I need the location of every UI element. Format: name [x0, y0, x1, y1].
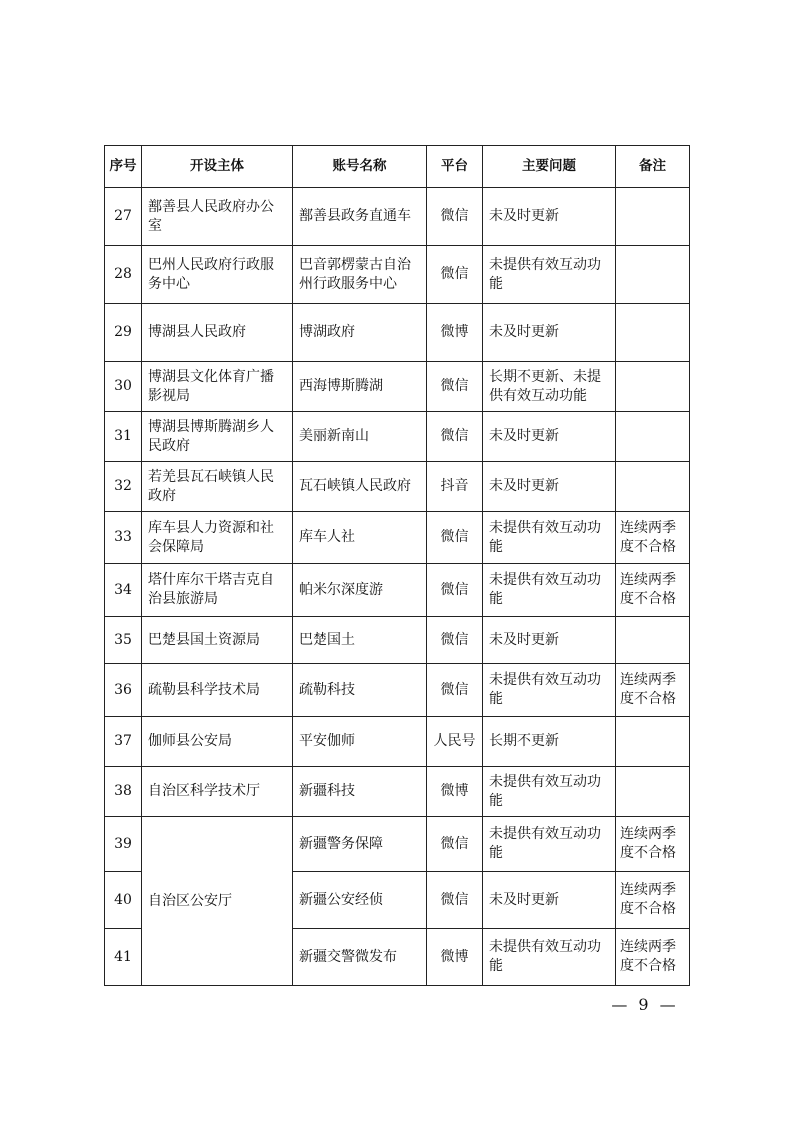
cell-platform: 微博	[427, 929, 483, 986]
cell-entity: 博湖县博斯腾湖乡人民政府	[142, 412, 293, 462]
cell-no: 31	[105, 412, 142, 462]
cell-platform: 微信	[427, 246, 483, 304]
cell-account: 新疆交警微发布	[293, 929, 427, 986]
table-row	[105, 817, 690, 872]
table-row	[105, 188, 690, 246]
cell-issue: 未及时更新	[483, 872, 616, 929]
header-account: 账号名称	[293, 146, 427, 188]
cell-note: 连续两季度不合格	[616, 929, 690, 986]
cell-platform: 微信	[427, 664, 483, 717]
cell-platform: 微信	[427, 362, 483, 412]
cell-account: 库车人社	[293, 512, 427, 564]
cell-no: 40	[105, 872, 142, 929]
cell-note	[616, 717, 690, 767]
cell-platform: 微信	[427, 817, 483, 872]
cell-entity: 库车县人力资源和社会保障局	[142, 512, 293, 564]
cell-entity: 博湖县人民政府	[142, 304, 293, 362]
page-number: — 9 —	[611, 995, 679, 1014]
cell-entity: 若羌县瓦石峡镇人民政府	[142, 462, 293, 512]
table-row	[105, 664, 690, 717]
cell-issue: 未提供有效互动功能	[483, 817, 616, 872]
cell-note: 连续两季度不合格	[616, 512, 690, 564]
cell-account: 博湖政府	[293, 304, 427, 362]
cell-account: 新疆科技	[293, 767, 427, 817]
cell-platform: 微信	[427, 188, 483, 246]
header-issue: 主要问题	[483, 146, 616, 188]
table-row	[105, 462, 690, 512]
issues-table	[104, 145, 690, 986]
header-platform: 平台	[427, 146, 483, 188]
cell-note	[616, 462, 690, 512]
cell-account: 西海博斯腾湖	[293, 362, 427, 412]
cell-issue: 未及时更新	[483, 304, 616, 362]
header-note: 备注	[616, 146, 690, 188]
cell-note: 连续两季度不合格	[616, 817, 690, 872]
cell-account: 新疆警务保障	[293, 817, 427, 872]
cell-no: 39	[105, 817, 142, 872]
table-row	[105, 564, 690, 617]
cell-issue: 未提供有效互动功能	[483, 929, 616, 986]
cell-account: 美丽新南山	[293, 412, 427, 462]
table-row	[105, 512, 690, 564]
cell-issue: 未提供有效互动功能	[483, 564, 616, 617]
cell-note: 连续两季度不合格	[616, 664, 690, 717]
cell-entity: 鄯善县人民政府办公室	[142, 188, 293, 246]
header-no: 序号	[105, 146, 142, 188]
cell-no: 35	[105, 617, 142, 664]
cell-platform: 微信	[427, 512, 483, 564]
table-row	[105, 362, 690, 412]
cell-platform: 微信	[427, 617, 483, 664]
cell-account: 鄯善县政务直通车	[293, 188, 427, 246]
cell-issue: 长期不更新、未提供有效互动功能	[483, 362, 616, 412]
cell-issue: 长期不更新	[483, 717, 616, 767]
cell-issue: 未及时更新	[483, 188, 616, 246]
table-header-row	[105, 146, 690, 188]
cell-note	[616, 617, 690, 664]
cell-note	[616, 304, 690, 362]
cell-issue: 未及时更新	[483, 617, 616, 664]
cell-note	[616, 362, 690, 412]
cell-note	[616, 767, 690, 817]
cell-no: 29	[105, 304, 142, 362]
cell-note: 连续两季度不合格	[616, 564, 690, 617]
table-row	[105, 617, 690, 664]
cell-entity-merged: 自治区公安厅	[142, 817, 293, 986]
cell-no: 34	[105, 564, 142, 617]
cell-entity: 博湖县文化体育广播影视局	[142, 362, 293, 412]
cell-account: 新疆公安经侦	[293, 872, 427, 929]
cell-issue: 未提供有效互动功能	[483, 664, 616, 717]
cell-account: 帕米尔深度游	[293, 564, 427, 617]
cell-platform: 微博	[427, 767, 483, 817]
cell-no: 41	[105, 929, 142, 986]
table-row	[105, 246, 690, 304]
cell-issue: 未提供有效互动功能	[483, 246, 616, 304]
cell-entity: 塔什库尔干塔吉克自治县旅游局	[142, 564, 293, 617]
cell-no: 33	[105, 512, 142, 564]
cell-account: 瓦石峡镇人民政府	[293, 462, 427, 512]
cell-platform: 抖音	[427, 462, 483, 512]
cell-entity: 自治区科学技术厅	[142, 767, 293, 817]
cell-note	[616, 188, 690, 246]
cell-no: 30	[105, 362, 142, 412]
cell-account: 疏勒科技	[293, 664, 427, 717]
header-entity: 开设主体	[142, 146, 293, 188]
cell-no: 27	[105, 188, 142, 246]
cell-entity: 伽师县公安局	[142, 717, 293, 767]
cell-account: 巴音郭楞蒙古自治州行政服务中心	[293, 246, 427, 304]
cell-note	[616, 246, 690, 304]
cell-platform: 微信	[427, 412, 483, 462]
cell-platform: 微信	[427, 564, 483, 617]
cell-issue: 未提供有效互动功能	[483, 767, 616, 817]
cell-no: 37	[105, 717, 142, 767]
cell-entity: 巴楚县国土资源局	[142, 617, 293, 664]
cell-account: 平安伽师	[293, 717, 427, 767]
table-row	[105, 412, 690, 462]
cell-no: 28	[105, 246, 142, 304]
cell-no: 38	[105, 767, 142, 817]
table-row	[105, 304, 690, 362]
cell-platform: 微信	[427, 872, 483, 929]
table-row	[105, 717, 690, 767]
cell-no: 32	[105, 462, 142, 512]
cell-account: 巴楚国土	[293, 617, 427, 664]
cell-no: 36	[105, 664, 142, 717]
cell-platform: 微博	[427, 304, 483, 362]
cell-note: 连续两季度不合格	[616, 872, 690, 929]
cell-issue: 未及时更新	[483, 412, 616, 462]
cell-platform: 人民号	[427, 717, 483, 767]
table-row	[105, 767, 690, 817]
cell-entity: 疏勒县科学技术局	[142, 664, 293, 717]
cell-note	[616, 412, 690, 462]
cell-issue: 未及时更新	[483, 462, 616, 512]
cell-entity: 巴州人民政府行政服务中心	[142, 246, 293, 304]
cell-issue: 未提供有效互动功能	[483, 512, 616, 564]
